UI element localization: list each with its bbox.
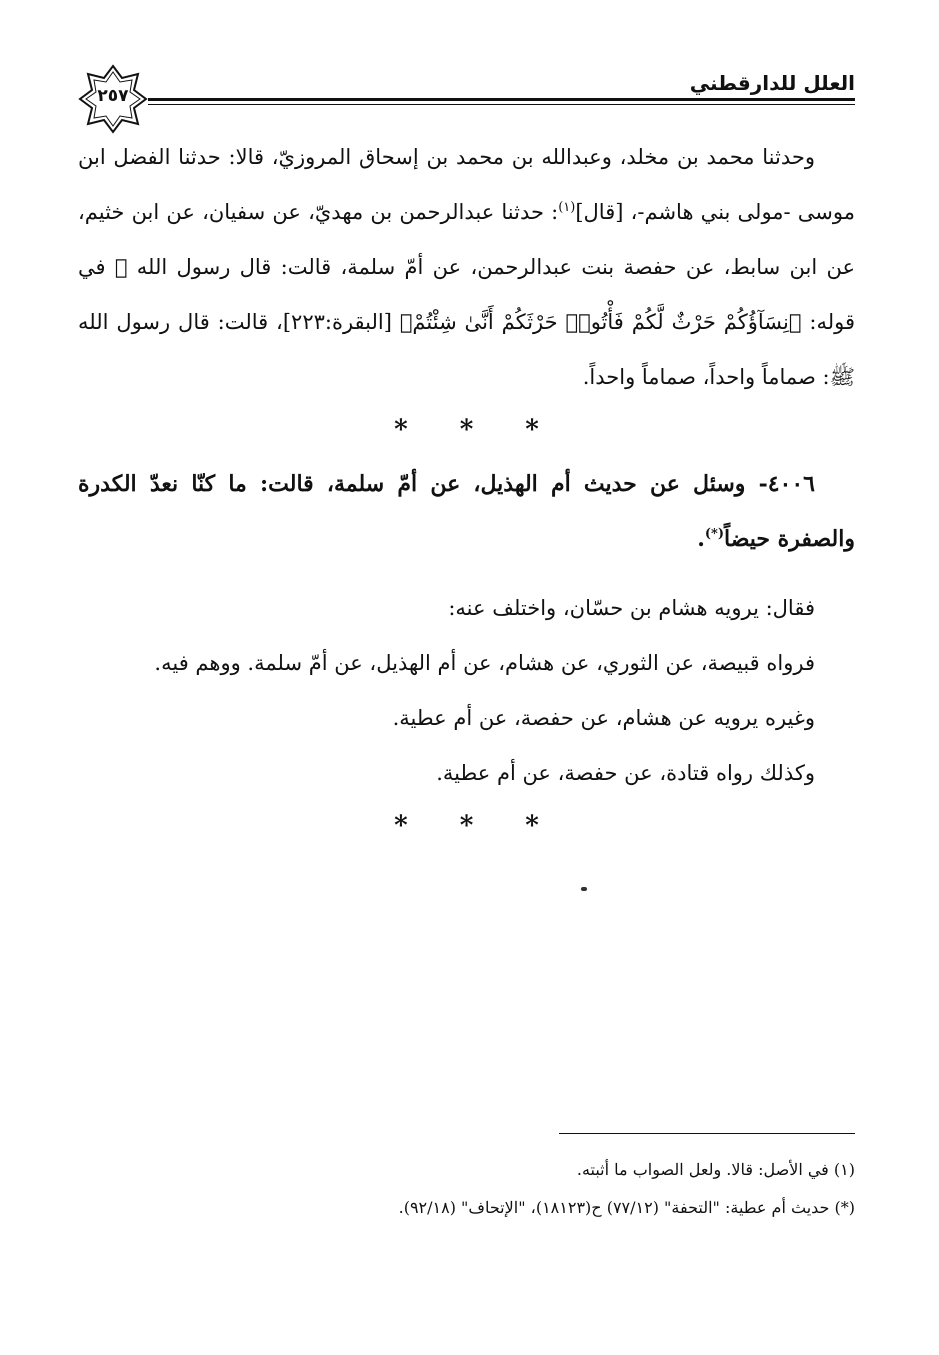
separator-star: * xyxy=(525,415,539,445)
ruling-line: فقال: يرويه هشام بن حسّان، واختلف عنه: xyxy=(448,596,815,620)
separator-star: * xyxy=(459,811,474,841)
footnote-star: (*) حديث أم عطية: "التحفة" (٧٧/١٢) ح(١٨١٢٣)، "الإتحاف" (٩٢/١٨). xyxy=(398,1198,855,1217)
separator-star: * xyxy=(394,415,408,445)
verse-reference: [البقرة:٢٢٣] xyxy=(282,310,400,334)
separator-star: * xyxy=(525,811,539,841)
main-text xyxy=(78,130,855,851)
section-separator xyxy=(78,405,855,455)
header-rule xyxy=(148,98,855,101)
footnote-1: (١) في الأصل: قالا. ولعل الصواب ما أثبته. xyxy=(576,1160,855,1179)
page-number-badge xyxy=(78,64,148,134)
quran-verse: ﴿نِسَآؤُكُمْ حَرْثٌ لَّكُمْ فَأْتُوا۟ حَرْثَكُمْ أَنَّىٰ شِئْتُمْ﴾ xyxy=(399,310,802,334)
running-title: العلل للدارقطني xyxy=(689,71,855,95)
isnad-text-2: : حدثنا عبدالرحمن بن مهديّ، عن سفيان، عن ابن خثيم، عن ابن سابط، عن حفصة بنت عبدالرحمن، عن أمّ سلمة، قالت: قال رسول الله ﷺ في قوله: xyxy=(78,200,856,334)
isnad-text-1: وحدثنا محمد بن مخلد، وعبدالله بن محمد بن إسحاق المروزيّ، قالا: حدثنا الفضل ابن موسى -مولى بني هاشم-، [قال] xyxy=(78,145,855,224)
page-number: ٢٥٧ xyxy=(97,86,129,106)
ruling-line: وكذلك رواه قتادة، عن حفصة، عن أم عطية. xyxy=(436,761,815,785)
hadith-heading xyxy=(78,457,855,567)
ruling-block xyxy=(78,581,855,801)
separator-star: * xyxy=(459,415,474,445)
footnote-ref-star: (*) xyxy=(704,526,724,542)
ruling-line: فرواه قبيصة، عن الثوري، عن هشام، عن أم الهذيل، عن أمّ سلمة. ووهم فيه. xyxy=(154,651,815,675)
footnotes xyxy=(78,1151,855,1227)
footnote-ref-1: (١) xyxy=(558,200,576,215)
hadith-title: ٤٠٠٦- وسئل عن حديث أم الهذيل، عن أمّ سلمة، قالت: ما كنّا نعدّ الكدرة والصفرة حيضاً xyxy=(78,471,855,552)
isnad-paragraph xyxy=(78,130,855,405)
footnote-divider xyxy=(559,1133,855,1134)
isnad-text-3: ، قالت: قال رسول الله ﷺ: صماماً واحداً، صماماً واحداً. xyxy=(78,310,855,389)
hadith-title-end: . xyxy=(697,526,705,552)
scan-speck xyxy=(581,887,587,891)
separator-star: * xyxy=(394,811,408,841)
ruling-line: وغيره يرويه عن هشام، عن حفصة، عن أم عطية. xyxy=(392,706,815,730)
header-rule-thin xyxy=(148,104,855,105)
section-separator xyxy=(78,801,855,851)
